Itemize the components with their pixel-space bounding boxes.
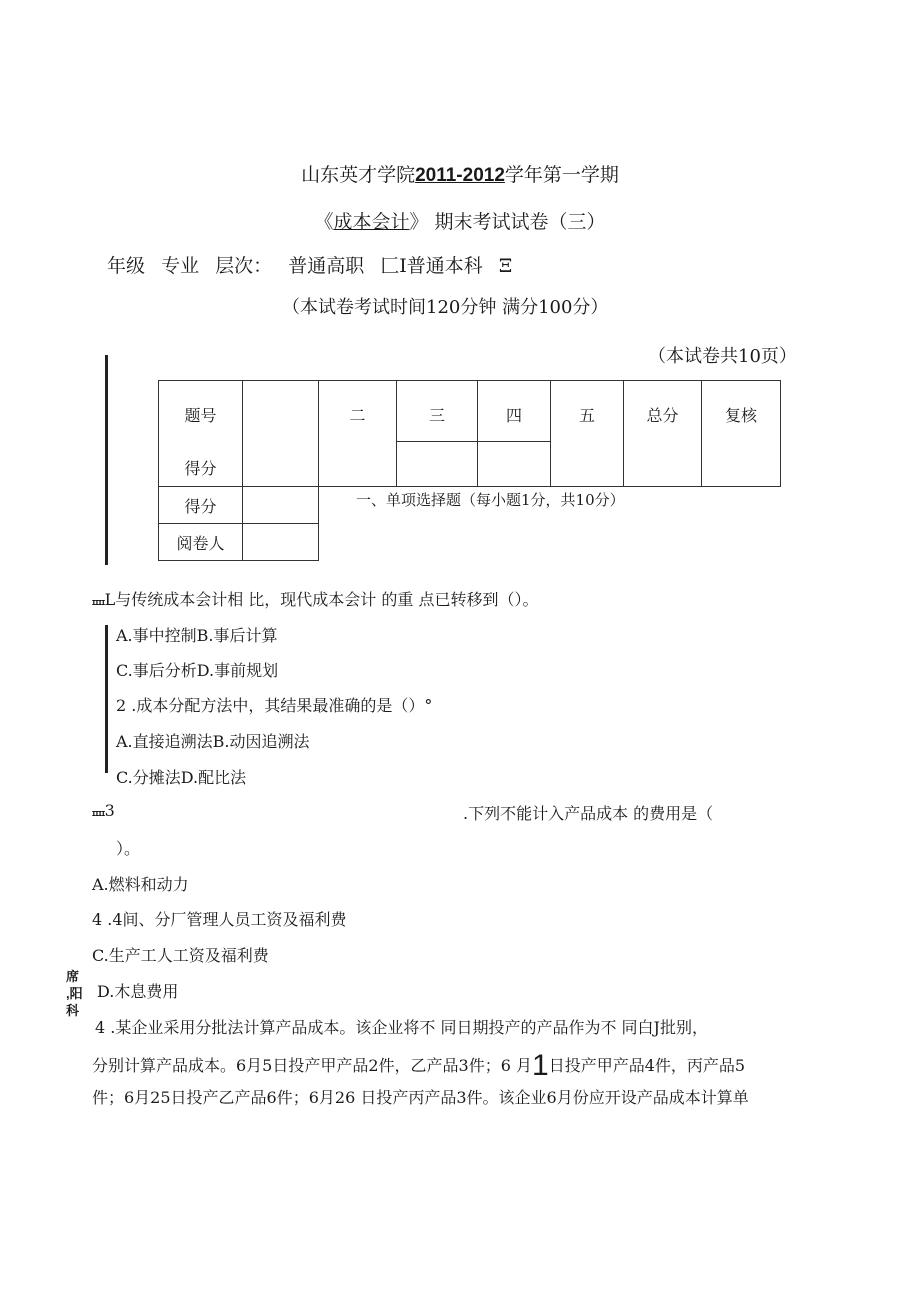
scan-artifact-mark: ɪɪɪɪ (92, 597, 105, 607)
level-label: 层次： (215, 255, 273, 277)
score-cell-review[interactable]: 复核 (702, 381, 781, 487)
level-option-vocational: 普通高职 (288, 255, 365, 277)
question-3-text: .下列不能计入产品成本 的费用是（ (463, 804, 714, 823)
level-checkbox-mark-2: Ξ (498, 255, 513, 277)
question-2-options-ab: A.直接追溯法B.动因追溯法 (116, 732, 310, 751)
score-cell-section-5[interactable]: 五 (551, 381, 624, 487)
score-table-score-label: 得分 (184, 459, 217, 478)
question-1-options-ab: A.事中控制B.事后计算 (116, 626, 278, 645)
question-3-option-a: A.燃料和动力 (92, 875, 189, 894)
score-cell-section-2[interactable]: 二 (319, 381, 397, 487)
question-4-line-2: 分别计算产品成本。6月5日投产甲产品2件，乙产品3件；6 月1日投产甲产品4件，丙产品5 (92, 1049, 746, 1082)
grader-reviewer-label: 阅卷人 (159, 524, 243, 561)
score-input-section-3[interactable] (397, 441, 478, 486)
level-checkbox-mark-1: 匚I (380, 255, 407, 277)
score-input-section-4[interactable] (478, 441, 551, 486)
question-3-number: ɪɪɪɪ3 (92, 801, 115, 820)
question-3-option-b: 4 .4间、分厂管理人员工资及福利费 (92, 910, 347, 929)
question-2-text: 2 .成本分配方法中，其结果最准确的是（）° (116, 696, 433, 715)
score-table (158, 380, 781, 487)
question-3-option-c: C.生产工人工资及福利费 (92, 946, 269, 965)
term: 学年第一学期 (504, 164, 619, 186)
question-2-options-cd: C.分摊法D.配比法 (116, 768, 247, 787)
page-count-info: （本试卷共10页） (648, 346, 797, 367)
score-table-header-number: 题号 (184, 406, 217, 425)
score-table-row-label-cell (159, 381, 243, 487)
question-4-line-1: 4 .某企业采用分批法计算产品成本。该企业将不 同日期投产的产品作为不 同白J批别， (95, 1018, 708, 1037)
course-open-bracket: 《 (314, 211, 334, 233)
major-label: 专业 (161, 255, 200, 277)
question-1-options-cd: C.事后分析D.事前规划 (116, 661, 279, 680)
question-3-text-end: ）。 (116, 839, 141, 858)
scan-artifact-mark-2: ɪɪɪɪ (92, 808, 105, 818)
score-header-section-3: 三 (397, 381, 478, 442)
question-1 (92, 587, 538, 610)
course-name: 成本会计 (333, 211, 410, 233)
grader-reviewer-input[interactable] (243, 524, 319, 561)
exam-school-term-title (0, 160, 920, 187)
student-meta-line (107, 251, 522, 278)
grader-score-input[interactable] (243, 487, 319, 524)
binding-margin-bar-2 (105, 625, 108, 773)
binding-margin-bar (105, 355, 108, 565)
academic-year: 2011-2012 (415, 165, 505, 186)
grader-box (158, 486, 319, 561)
question-4-large-digit: 1 (532, 1049, 549, 1082)
exam-time-info: （本试卷考试时间120分钟 满分100分） (282, 297, 609, 318)
question-3-option-d: D.木息费用 (97, 982, 179, 1001)
binding-margin-text: 席 ,阳 科 (66, 969, 83, 1018)
section-1-title: 一、单项选择题（每小题1分，共10分） (356, 491, 625, 509)
level-option-undergrad: 普通本科 (406, 255, 483, 277)
question-1-text: L与传统成本会计相 比，现代成本会计 的重 点已转移到（）。 (104, 590, 539, 609)
course-close-bracket: 》 (409, 211, 429, 233)
exam-title: 期末考试试卷（三） (434, 211, 606, 233)
school-name: 山东英才学院 (301, 164, 416, 186)
grade-label: 年级 (107, 255, 146, 277)
exam-course-title (0, 207, 920, 234)
score-header-section-4: 四 (478, 381, 551, 442)
score-cell-total[interactable]: 总分 (624, 381, 702, 487)
grader-score-label: 得分 (159, 487, 243, 524)
score-cell-section-1[interactable] (243, 381, 319, 487)
question-4-line-3: 件；6月25日投产乙产品6件；6月26 日投产丙产品3件。该企业6月份应开设产品成本计算单 (92, 1088, 749, 1107)
